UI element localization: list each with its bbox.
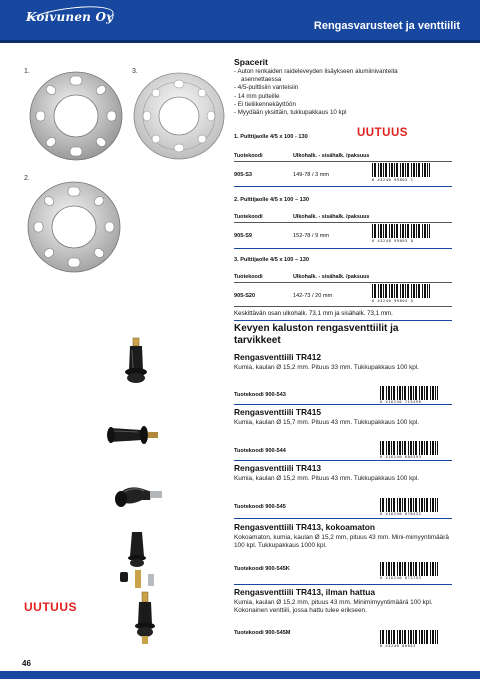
valves-title [234, 323, 399, 347]
valve-tr415-image [104, 418, 166, 452]
valve-code: Tuotekoodi 900-545 [234, 504, 286, 510]
barcode-number: 6 43240 99804 5 [372, 299, 414, 303]
col-header-dims: Ulkohalk. - sisähalk. /paksuus [293, 153, 370, 159]
new-badge-spacers: UUTUUS [357, 127, 408, 139]
spacer-20mm-image [130, 70, 228, 162]
valve-description: Kumia, kaulan Ø 15,2 mm. Pituus 33 mm. Tukkupakkaus 100 kpl. [234, 364, 420, 371]
barcode-number: 6 416240 673753 [380, 576, 422, 580]
barcode [380, 630, 438, 644]
new-badge-valves: UUTUUS [24, 600, 77, 614]
figure-label-1: 1. [24, 68, 30, 75]
barcode [380, 441, 438, 455]
section-rule [234, 248, 452, 249]
col-header-code: Tuotekoodi [234, 274, 263, 280]
col-header-dims: Ulkohalk. - sisähalk. /paksuus [293, 274, 370, 280]
valve-name: Rengasventtiili TR415 [234, 407, 322, 417]
spacers-note: Keskittävän osan ulkohalk. 73,1 mm ja sisähalk. 73,1 mm. [234, 310, 393, 317]
col-header-code: Tuotekoodi [234, 153, 263, 159]
spacer-9mm-image [24, 178, 124, 276]
footer-bar [0, 671, 480, 679]
col-header-code: Tuotekoodi [234, 214, 263, 220]
spacer-heading-1: 1. Pulttijaolle 4/5 x 100 - 130 [234, 134, 308, 140]
valve-name: Rengasventtiili TR413 [234, 463, 322, 473]
figure-label-2: 2. [24, 175, 30, 182]
table-rule [234, 282, 452, 283]
valve-description: Kokoamaton, kumia, kaulan Ø 15,2 mm, pituus 43 mm. Mini-mimyyntimäärä 100 kpl. Tukkupakkaus 1000 kpl. [234, 534, 449, 550]
valve-name: Rengasventtiili TR413, ilman hattua [234, 587, 376, 597]
valve-description: Kumia, kaulan Ø 15,2 mm. Pituus 43 mm. Tukkupakkaus 100 kpl. [234, 475, 420, 482]
product-dims: 149-78 / 3 mm [293, 172, 330, 178]
valve-tr412-image [118, 336, 154, 388]
valves-title-line2: tarvikkeet [234, 335, 281, 346]
table-rule [234, 222, 452, 223]
valve-code: Tuotekoodi 900-545M [234, 630, 291, 636]
barcode-number: 6 416240 680393 [380, 455, 422, 459]
spacer-3mm-image [26, 68, 126, 164]
col-header-dims: Ulkohalk. - sisähalk. /paksuus [293, 214, 370, 220]
bullet: - Ei tieliikennekäyttöön [234, 101, 398, 109]
valve-tr413-no-cap-image [130, 590, 160, 646]
valve-name: Rengasventtiili TR412 [234, 352, 322, 362]
barcode-number: 6 43240 00843 [380, 644, 416, 648]
barcode-number: 6 43240 99802 1 [372, 178, 414, 182]
spacer-heading-3: 3. Pulttijaolle 4/5 x 100 – 130 [234, 257, 309, 263]
section-rule [234, 460, 452, 461]
table-rule [234, 306, 452, 307]
valve-description: Kumia, kaulan Ø 15,2 mm, pituus 43 mm. Minimimyyntimäärä 100 kpl. Kokonainen venttiili, jossa hattu tulee erikseen. [234, 599, 433, 615]
barcode-number: 6 416240 078432 [380, 512, 422, 516]
valve-description: Kumia, kaulan Ø 15,7 mm. Pituus 43 mm. Tukkupakkaus 100 kpl. [234, 419, 420, 426]
bullet-continuation: asennettaessa [241, 76, 282, 84]
barcode-number: 6 416240 715490 [380, 400, 422, 404]
header-banner [0, 0, 480, 40]
product-code: 905-S9 [234, 233, 253, 239]
valve-code: Tuotekoodi 900-544 [234, 448, 286, 454]
spacers-bullets [234, 68, 398, 117]
page-title: Rengasvarusteet ja venttiilit [313, 20, 460, 32]
barcode [380, 386, 438, 400]
header-divider [0, 40, 480, 43]
section-rule [234, 320, 452, 321]
barcode [380, 562, 438, 576]
valve-tr413-unassembled-image [114, 530, 162, 592]
product-dims: 152-78 / 9 mm [293, 233, 330, 239]
section-rule [234, 404, 452, 405]
bullet: - 4/5-pulttisiin vanteisiin [234, 84, 398, 92]
valve-code: Tuotekoodi 900-545K [234, 566, 290, 572]
spacers-title: Spacerit [234, 57, 268, 67]
barcode [372, 224, 430, 238]
valves-title-line1: Kevyen kaluston rengasventtiilit ja [234, 323, 399, 334]
spacer-heading-2: 2. Pulttijaolle 4/5 x 100 – 130 [234, 197, 309, 203]
section-rule [234, 186, 452, 187]
figure-label-3: 3. [132, 68, 138, 75]
barcode-number: 6 43240 99803 8 [372, 239, 414, 243]
bullet: - Auton renkaiden raideleveyden lisäykseen alumiinivanteita [234, 68, 398, 76]
bullet: - Myydään yksittäin, tukkupakkaus 10 kpl [234, 109, 398, 117]
product-code: 905-S3 [234, 172, 253, 178]
product-code: 905-S20 [234, 293, 256, 299]
valve-code: Tuotekoodi 900-543 [234, 392, 286, 398]
bullet: - 14 mm pulteille [234, 93, 398, 101]
valve-name: Rengasventtiili TR413, kokoamaton [234, 522, 376, 532]
section-rule [234, 584, 452, 585]
barcode [372, 284, 430, 298]
barcode [372, 163, 430, 177]
page-number: 46 [22, 659, 31, 668]
product-dims: 142-73 / 20 mm [293, 293, 333, 299]
barcode [380, 498, 438, 512]
section-rule [234, 518, 452, 519]
valve-tr413-image [112, 478, 168, 514]
table-rule [234, 161, 452, 162]
company-logo: Koivunen Oy [26, 10, 114, 24]
